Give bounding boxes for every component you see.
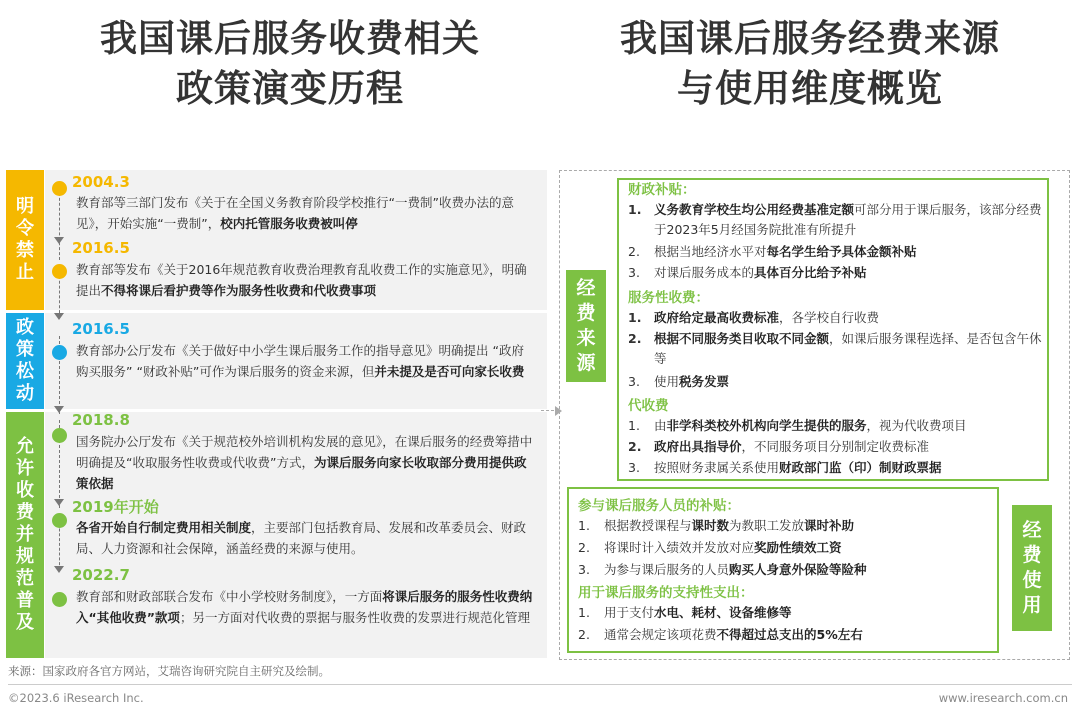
body-text: 将课时计入绩效并发放对应 <box>604 540 755 555</box>
funding-source-label <box>566 270 606 382</box>
timeline-dot-icon <box>52 181 67 196</box>
left-title <box>40 14 540 114</box>
list-item <box>628 458 1043 478</box>
emphasis-text: 购买人身意外保险等险种 <box>729 562 867 577</box>
section-head-agency-fee: 代收费 <box>628 398 669 414</box>
body-text: ，视为代收费项目 <box>866 418 967 433</box>
list-number: 1. <box>578 605 590 620</box>
emphasis-text: 具体百分比给予补贴 <box>754 265 867 280</box>
vertical-label-text: 经费使用 <box>1022 519 1042 616</box>
list-text <box>654 437 929 457</box>
body-text: ，不同服务项目分别制定收费标准 <box>741 439 930 454</box>
emphasis-text: 每名学生给予具体金额补贴 <box>766 244 917 259</box>
body-text: 教育部等发布《关于2016年规范教育收费治理教育乱收费工作的实施意见》，明确提出 <box>76 262 527 298</box>
section-head-service-fee: 服务性收费： <box>628 290 709 306</box>
event-year: 2019年开始 <box>72 498 159 516</box>
stage-label-loosening <box>6 313 44 409</box>
emphasis-text: 义务教育学校生均公用经费基准定额 <box>654 202 855 217</box>
vertical-label-text: 允许收费并规范普及 <box>15 436 34 633</box>
stage-label-prohibited <box>6 170 44 310</box>
timeline-arrow-icon <box>54 406 64 413</box>
funding-usage-label <box>1012 505 1052 631</box>
timeline-dot-icon <box>52 345 67 360</box>
body-text: 对课后服务成本的 <box>654 265 755 280</box>
list-item <box>578 560 1003 580</box>
list-number: 2. <box>628 331 642 346</box>
left-title-line-1: 我国课后服务收费相关 <box>100 17 480 60</box>
timeline-arrow-icon <box>54 566 64 573</box>
website: www.iresearch.com.cn <box>938 691 1068 705</box>
list-text <box>654 308 879 328</box>
body-text: 根据当地经济水平对 <box>654 244 767 259</box>
vertical-label-text: 经费来源 <box>576 277 596 374</box>
event-year: 2018.8 <box>72 411 130 429</box>
list-text <box>654 372 729 392</box>
list-number: 3. <box>628 374 640 389</box>
body-text: 可部分用于课后服务，该部分经费于2023年5月经国务院批准有所提升 <box>654 202 1042 237</box>
emphasis-text: 水电、耗材、设备维修等 <box>654 605 792 620</box>
emphasis-text: 为课后服务向家长收取部分费用提供政策依据 <box>76 455 527 491</box>
right-title-line-1: 我国课后服务经费来源 <box>620 17 1000 60</box>
emphasis-text: 非学科类校外机构向学生提供的服务 <box>666 418 867 433</box>
timeline-dot-icon <box>52 513 67 528</box>
timeline-dot-icon <box>52 592 67 607</box>
stage-label-allowed <box>6 412 44 658</box>
list-text <box>604 603 792 623</box>
list-item <box>578 538 1003 558</box>
list-item <box>628 200 1043 240</box>
list-number: 1. <box>628 418 640 433</box>
emphasis-text: 课时补助 <box>804 518 855 533</box>
body-text: 通常会规定该项花费 <box>604 627 717 642</box>
event-description <box>76 586 536 628</box>
event-description <box>76 259 536 301</box>
body-text: 由 <box>654 418 667 433</box>
body-text: 根据教授课程与 <box>604 518 692 533</box>
list-number: 1. <box>578 518 590 533</box>
vertical-label-text: 明令禁止 <box>15 196 34 283</box>
list-item <box>578 516 1003 536</box>
list-number: 2. <box>578 627 590 642</box>
emphasis-text: 税务发票 <box>679 374 730 389</box>
emphasis-text: 根据不同服务类目收取不同金额 <box>654 331 830 346</box>
list-item <box>628 263 1043 283</box>
list-number: 2. <box>628 244 640 259</box>
event-description <box>76 517 536 559</box>
source-note: 来源：国家政府各官方网站，艾瑞咨询研究院自主研究及绘制。 <box>8 664 330 678</box>
body-text: ，各学校自行收费 <box>779 310 880 325</box>
list-item <box>628 372 1043 392</box>
emphasis-text: 财政部门监（印）制财政票据 <box>779 460 942 475</box>
emphasis-text: 校内托管服务收费被叫停 <box>220 216 358 231</box>
list-number: 1. <box>628 310 642 325</box>
list-item <box>628 242 1043 262</box>
emphasis-text: 不得将课后看护费等作为服务性收费和代收费事项 <box>101 283 377 298</box>
list-text <box>604 625 863 645</box>
list-text <box>654 416 967 436</box>
event-description <box>76 431 536 494</box>
body-text: 使用 <box>654 374 680 389</box>
list-text <box>604 538 842 558</box>
timeline-arrow-icon <box>54 499 64 506</box>
right-title-line-2: 与使用维度概览 <box>677 67 943 110</box>
footer-divider <box>8 684 1072 685</box>
list-text <box>604 516 854 536</box>
timeline-dot-icon <box>52 428 67 443</box>
list-text <box>654 242 917 262</box>
section-head-personnel-subsidy: 参与课后服务人员的补贴： <box>578 498 740 514</box>
list-item <box>628 308 1043 328</box>
event-year: 2022.7 <box>72 566 130 584</box>
section-head-support-expense: 用于课后服务的支持性支出： <box>578 585 754 601</box>
vertical-label-text: 政策松动 <box>15 317 34 404</box>
body-text: 教育部和财政部联合发布《中小学校财务制度》，一方面 <box>76 589 383 604</box>
timeline-dot-icon <box>52 264 67 279</box>
emphasis-text: 各省开始自行制定费用相关制度 <box>76 520 252 535</box>
body-text: 按照财务隶属关系使用 <box>654 460 780 475</box>
body-text: ，主要部门包括教育局、发展和改革委员会、财政局、人力资源和社会保障，涵盖经费的来源与使用。 <box>76 520 527 556</box>
list-text <box>654 329 1043 369</box>
event-year: 2016.5 <box>72 320 130 338</box>
body-text: 用于支付 <box>604 605 655 620</box>
list-text <box>604 560 867 580</box>
emphasis-text: 并未提及是否可向家长收费 <box>374 364 525 379</box>
list-number: 2. <box>578 540 590 555</box>
copyright: ©2023.6 iResearch Inc. <box>8 691 144 705</box>
body-text: 为教职工发放 <box>729 518 805 533</box>
list-text <box>654 263 867 283</box>
list-text <box>654 458 942 478</box>
emphasis-text: 将课后服务的服务性收费纳入“其他收费”款项 <box>76 589 533 625</box>
list-item <box>578 603 1003 623</box>
list-item <box>578 625 1003 645</box>
emphasis-text: 课时数 <box>691 518 730 533</box>
event-year: 2016.5 <box>72 239 130 257</box>
event-year: 2004.3 <box>72 173 130 191</box>
event-description <box>76 340 536 382</box>
list-number: 3. <box>628 265 640 280</box>
list-item <box>628 416 1043 436</box>
list-number: 3. <box>578 562 590 577</box>
timeline-connector <box>59 188 60 260</box>
emphasis-text: 政府出具指导价 <box>654 439 742 454</box>
list-number: 1. <box>628 202 642 217</box>
list-text <box>654 200 1043 240</box>
list-item <box>628 329 1043 369</box>
body-text: ，如课后服务课程选择、是否包含午休等 <box>654 331 1042 366</box>
body-text: 教育部等三部门发布《关于在全国义务教育阶段学校推行“一费制”收费办法的意见》，开始实施“一费制”， <box>76 195 514 231</box>
emphasis-text: 奖励性绩效工资 <box>754 540 842 555</box>
timeline-arrow-icon <box>54 237 64 244</box>
list-item <box>628 437 1043 457</box>
emphasis-text: 政府给定最高收费标准 <box>654 310 780 325</box>
list-number: 2. <box>628 439 642 454</box>
left-title-line-2: 政策演变历程 <box>176 67 404 110</box>
list-number: 3. <box>628 460 640 475</box>
event-description <box>76 192 536 234</box>
body-text: ；另一方面对代收费的票据与服务性收费的发票进行规范化管理 <box>179 610 530 625</box>
body-text: 国务院办公厅发布《关于规范校外培训机构发展的意见》，在课后服务的经费筹措中明确提及“收取服务性收费或代收费”方式， <box>76 434 533 470</box>
emphasis-text: 不得超过总支出的5%左右 <box>716 627 863 642</box>
body-text: 教育部办公厅发布《关于做好中小学生课后服务工作的指导意见》明确提出 “政府购买服务” “财政补贴”可作为课后服务的资金来源，但 <box>76 343 524 379</box>
body-text: 为参与课后服务的人员 <box>604 562 730 577</box>
section-head-fiscal-subsidy: 财政补贴： <box>628 182 696 198</box>
timeline-arrow-icon <box>54 313 64 320</box>
right-title <box>560 14 1060 114</box>
